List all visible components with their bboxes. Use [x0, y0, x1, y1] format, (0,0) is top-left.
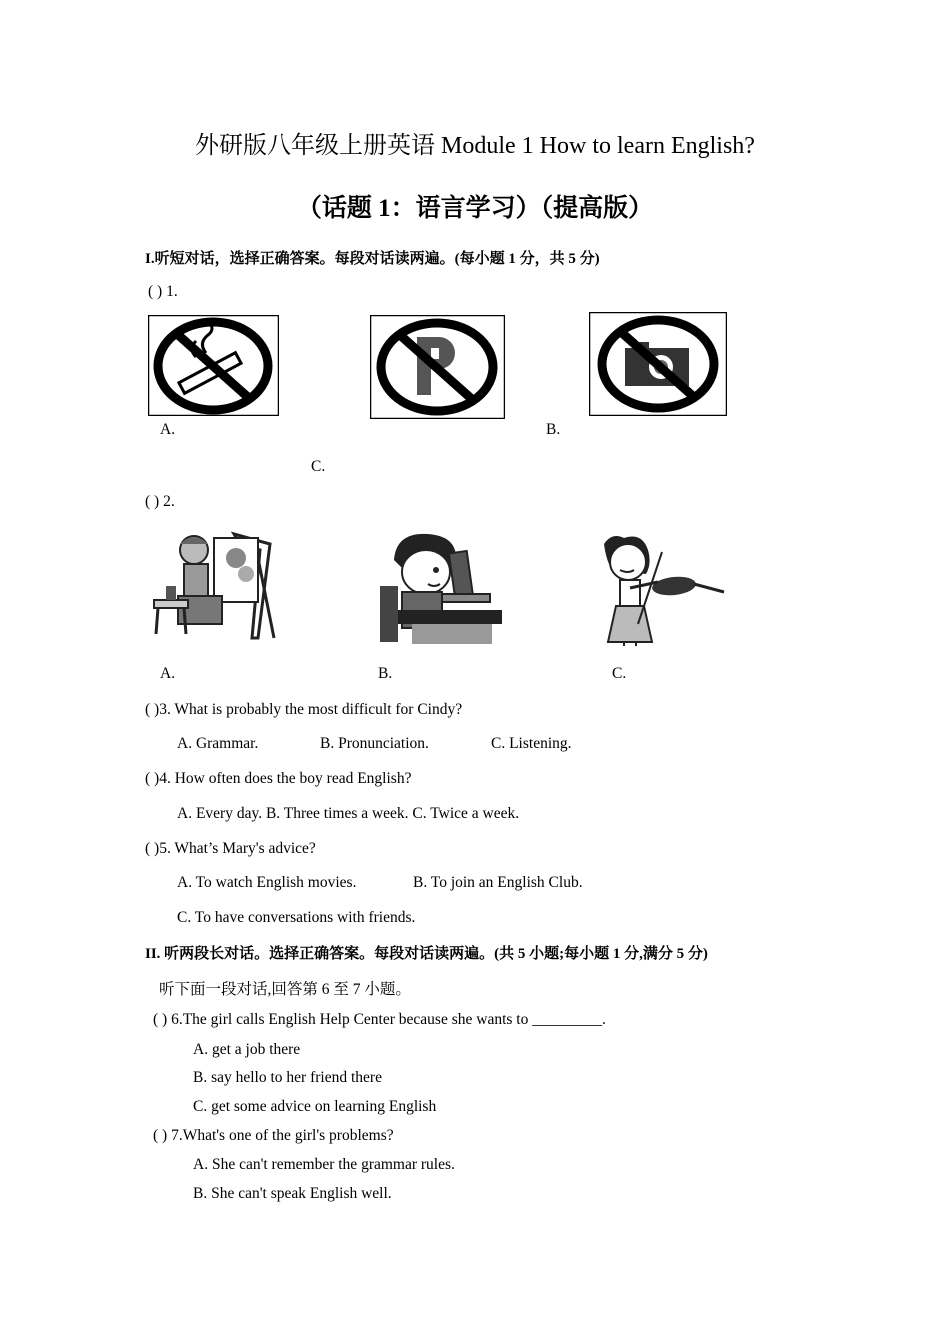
q2-option-a-label: A.: [160, 665, 176, 682]
question-6-stem: ( ) 6.The girl calls English Help Center because she wants to _________.: [153, 1011, 606, 1028]
q3-option-b: B. Pronunciation.: [320, 735, 429, 752]
q5-option-c: C. To have conversations with friends.: [177, 909, 416, 926]
q6-option-b: B. say hello to her friend there: [193, 1069, 382, 1086]
no-parking-sign: [370, 315, 505, 419]
section-1-heading: I.听短对话，选择正确答案。每段对话读两遍。(每小题 1 分，共 5 分): [145, 251, 600, 267]
question-4-stem: ( )4. How often does the boy read English?: [145, 770, 412, 787]
q7-option-a: A. She can't remember the grammar rules.: [193, 1156, 455, 1173]
question-5-stem: ( )5. What’s Mary's advice?: [145, 840, 316, 857]
question-3-stem: ( )3. What is probably the most difficult for Cindy?: [145, 701, 463, 718]
q6-option-a: A. get a job there: [193, 1041, 301, 1058]
question-7-stem: ( ) 7.What's one of the girl's problems?: [153, 1127, 394, 1144]
q1-option-a-label: A.: [160, 421, 176, 438]
q3-option-c: C. Listening.: [491, 735, 572, 752]
violin-girl-picture: [598, 530, 728, 646]
document-title: 外研版八年级上册英语 Module 1 How to learn English?: [195, 133, 755, 159]
q2-option-c-label: C.: [612, 665, 627, 682]
section-2-heading: II. 听两段长对话。选择正确答案。每段对话读两遍。(共 5 小题;每小题 1 分,满分 5 分): [145, 946, 708, 962]
document-subtitle: （话题 1：语言学习）（提高版）: [296, 195, 654, 222]
question-1-number: ( ) 1.: [148, 283, 178, 300]
question-2-number: ( ) 2.: [145, 493, 175, 510]
q3-option-a: A. Grammar.: [177, 735, 259, 752]
q5-option-a: A. To watch English movies.: [177, 874, 357, 891]
no-smoking-sign: [148, 315, 279, 416]
q4-options: A. Every day. B. Three times a week. C. Twice a week.: [177, 805, 520, 822]
q5-option-b: B. To join an English Club.: [413, 874, 583, 891]
q1-option-c-label: C.: [311, 458, 326, 475]
q2-option-b-label: B.: [378, 665, 393, 682]
section-2-intro: 听下面一段对话,回答第 6 至 7 小题。: [159, 981, 411, 998]
no-photos-sign: [589, 312, 727, 416]
q7-option-b: B. She can't speak English well.: [193, 1185, 392, 1202]
reading-boy-picture: [372, 530, 502, 646]
q6-option-c: C. get some advice on learning English: [193, 1098, 437, 1115]
painting-girl-picture: [152, 530, 276, 642]
q1-option-b-label: B.: [546, 421, 561, 438]
